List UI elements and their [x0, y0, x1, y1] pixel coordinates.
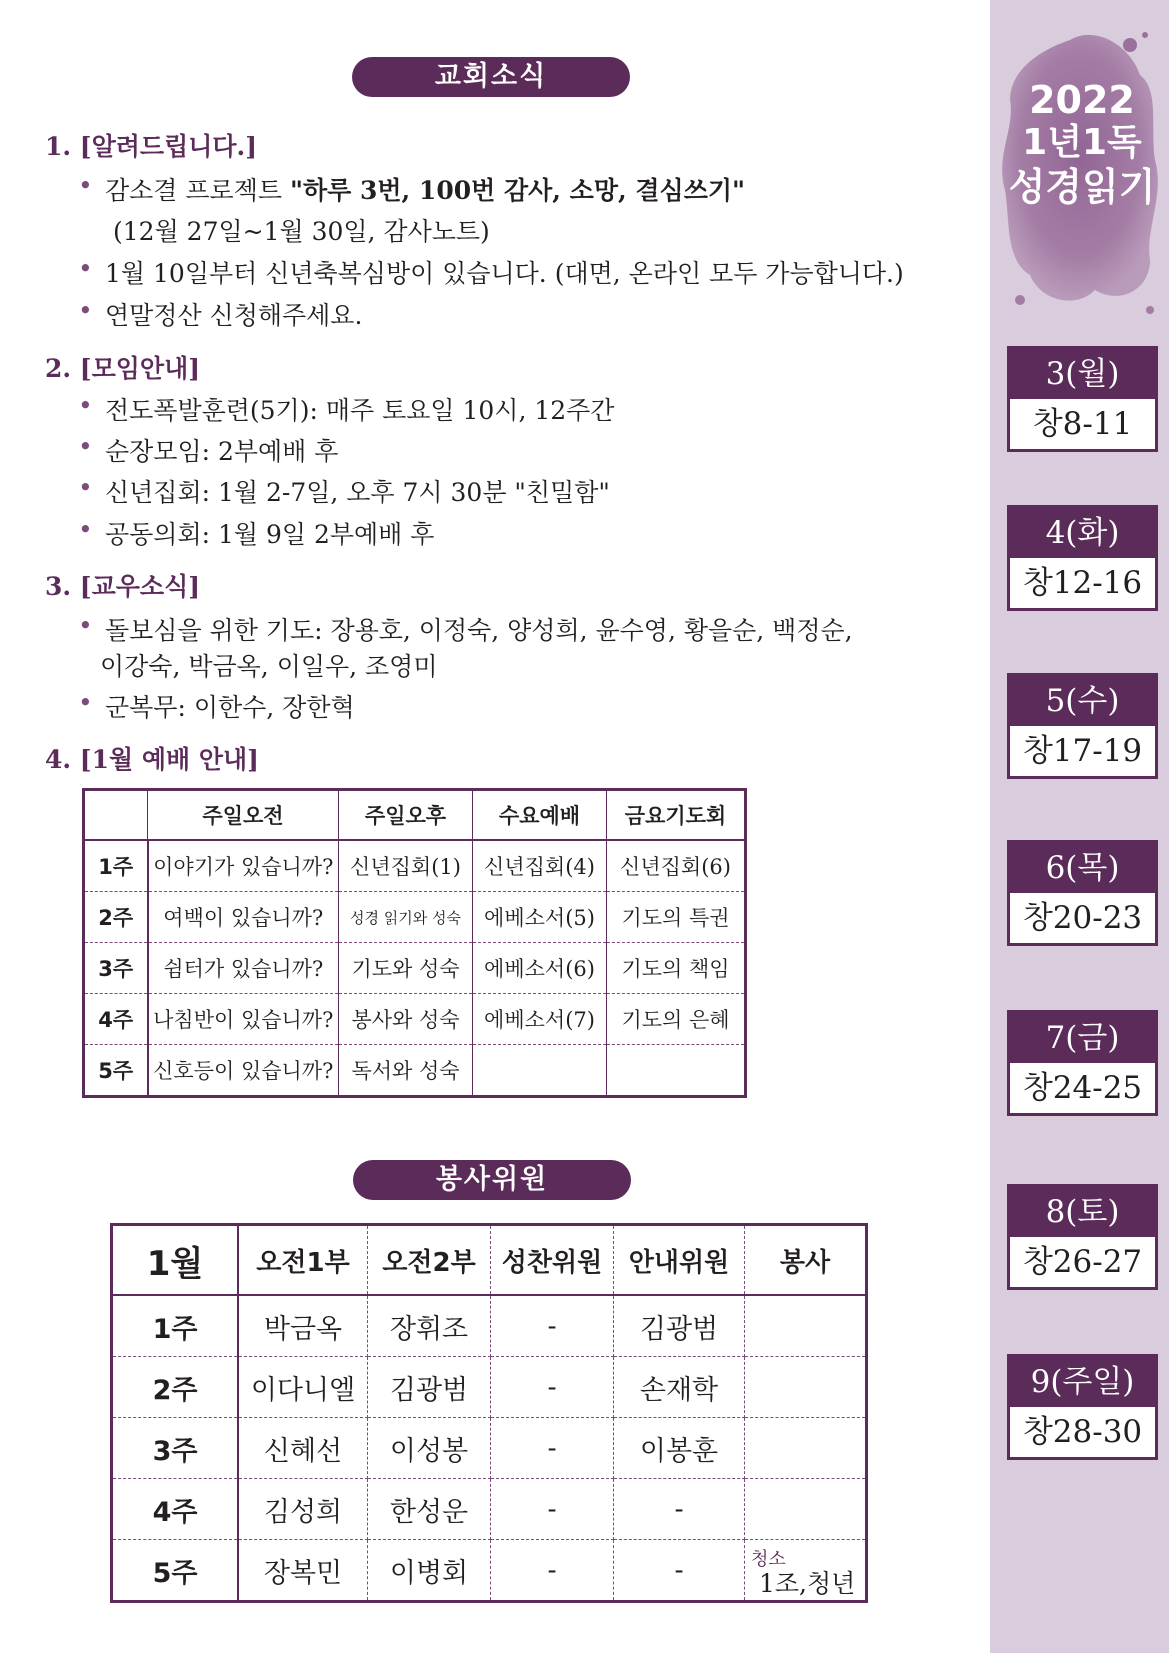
table-row — [112, 1295, 867, 1357]
reading-passage: 창20-23 — [1022, 900, 1143, 936]
table-cell: 여백이 있습니까? — [148, 892, 339, 943]
table-cell: 신호등이 있습니까? — [148, 1045, 339, 1097]
table-cell: 쉼터가 있습니까? — [148, 943, 339, 994]
header-cell: 주일오후 — [339, 790, 473, 841]
logo-line-3: 성경읽기 — [1008, 165, 1156, 209]
reading-day-card — [1007, 1184, 1158, 1290]
table-row — [84, 840, 746, 892]
bible-reading-logo — [1002, 78, 1162, 210]
table-cell: 성경 읽기와 성숙 — [339, 892, 473, 943]
cleaning-label: 청소 — [751, 1549, 786, 1570]
table-cell: 기도의 책임 — [607, 943, 746, 994]
bullet-item — [78, 296, 362, 332]
section-title-meetings: 2. [모임안내] — [45, 354, 201, 383]
table-row — [84, 892, 746, 943]
header-cell: 수요예배 — [473, 790, 607, 841]
table-cell: - — [491, 1357, 614, 1418]
table-cell: 기도의 은혜 — [607, 994, 746, 1045]
reading-passage: 창8-11 — [1032, 406, 1133, 442]
logo-year: 2022 — [1029, 78, 1135, 122]
table-cell — [745, 1295, 867, 1357]
reading-day: 3(월) — [1010, 349, 1155, 399]
reading-day: 4(화) — [1010, 508, 1155, 558]
bullet-text: 감소결 프로젝트 — [105, 176, 290, 205]
table-cell: 이성봉 — [368, 1418, 491, 1479]
header-cell: 오전1부 — [238, 1225, 368, 1296]
week-cell: 2주 — [112, 1357, 239, 1418]
table-cell: - — [491, 1295, 614, 1357]
bullet-text: 신년집회: 1월 2-7일, 오후 7시 30분 "친밀함" — [105, 478, 610, 507]
table-cell — [745, 1418, 867, 1479]
reading-passage: 창12-16 — [1022, 565, 1143, 601]
reading-day-card — [1007, 673, 1158, 779]
table-cell: 장휘조 — [368, 1295, 491, 1357]
table-cell: 신년집회(1) — [339, 840, 473, 892]
table-row — [112, 1357, 867, 1418]
week-cell: 3주 — [112, 1418, 239, 1479]
table-cell: 독서와 성숙 — [339, 1045, 473, 1097]
reading-day-card — [1007, 1010, 1158, 1116]
table-header-row — [84, 790, 746, 841]
table-row — [84, 943, 746, 994]
bullet-text: 돌보심을 위한 기도: 장용호, 이정숙, 양성희, 윤수영, 황을순, 백정순, — [105, 616, 853, 645]
table-row — [84, 994, 746, 1045]
table-cell: 김광범 — [368, 1357, 491, 1418]
church-news-heading: 교회소식 — [352, 57, 630, 97]
table-cell: - — [614, 1540, 745, 1602]
reading-day-card — [1007, 505, 1158, 611]
reading-day: 9(주일) — [1010, 1357, 1155, 1407]
bullet-text: 군복무: 이한수, 장한혁 — [105, 693, 355, 722]
reading-passage: 창24-25 — [1022, 1070, 1143, 1106]
table-cell: 봉사와 성숙 — [339, 994, 473, 1045]
table-cell: 신년집회(4) — [473, 840, 607, 892]
table-cell: 손재학 — [614, 1357, 745, 1418]
table-cell: 에베소서(5) — [473, 892, 607, 943]
week-cell: 1주 — [84, 840, 148, 892]
table-cell: - — [491, 1418, 614, 1479]
logo-line-2: 1년1독 — [1022, 122, 1142, 163]
table-cell: 나침반이 있습니까? — [148, 994, 339, 1045]
reading-passage: 창17-19 — [1022, 733, 1143, 769]
bullet-item — [78, 432, 338, 468]
table-cell: 기도와 성숙 — [339, 943, 473, 994]
service-committee-heading: 봉사위원 — [353, 1160, 631, 1200]
table-cell: 신혜선 — [238, 1418, 368, 1479]
table-row — [112, 1540, 867, 1602]
table-cell: 장복민 — [238, 1540, 368, 1602]
table-cell — [745, 1479, 867, 1540]
table-cell: - — [491, 1540, 614, 1602]
header-cell: 주일오전 — [148, 790, 339, 841]
table-cell: 김성희 — [238, 1479, 368, 1540]
week-cell: 4주 — [84, 994, 148, 1045]
week-cell: 4주 — [112, 1479, 239, 1540]
header-cell: 오전2부 — [368, 1225, 491, 1296]
reading-passage: 창26-27 — [1022, 1244, 1143, 1280]
bullet-continuation: 이강숙, 박금옥, 이일우, 조영미 — [100, 652, 438, 681]
table-cell — [473, 1045, 607, 1097]
table-cell: 이다니엘 — [238, 1357, 368, 1418]
section-title-member-news: 3. [교우소식] — [45, 572, 201, 601]
week-cell: 5주 — [84, 1045, 148, 1097]
reading-day: 7(금) — [1010, 1013, 1155, 1063]
bullet-text: 연말정산 신청해주세요. — [105, 301, 363, 330]
bullet-item — [78, 171, 745, 207]
bullet-item — [78, 688, 355, 724]
table-cell: 김광범 — [614, 1295, 745, 1357]
section-title-worship-guide: 4. [1월 예배 안내] — [45, 745, 260, 774]
reading-day: 6(목) — [1010, 843, 1155, 893]
table-cell: 이봉훈 — [614, 1418, 745, 1479]
reading-day: 5(수) — [1010, 676, 1155, 726]
week-cell: 3주 — [84, 943, 148, 994]
table-row — [112, 1418, 867, 1479]
table-cell: 한성운 — [368, 1479, 491, 1540]
bullet-item — [78, 611, 853, 647]
cleaning-cell — [745, 1540, 867, 1602]
bullet-item — [78, 473, 610, 509]
reading-passage: 창28-30 — [1022, 1414, 1143, 1450]
service-committee-table — [110, 1223, 868, 1603]
month-header: 1월 — [112, 1225, 239, 1296]
table-row — [112, 1479, 867, 1540]
table-cell: 에베소서(6) — [473, 943, 607, 994]
bullet-text: 전도폭발훈련(5기): 매주 토요일 10시, 12주간 — [105, 396, 615, 425]
table-cell: 기도의 특권 — [607, 892, 746, 943]
table-header-row — [112, 1225, 867, 1296]
table-cell: 에베소서(7) — [473, 994, 607, 1045]
header-cell: 안내위원 — [614, 1225, 745, 1296]
table-cell: 신년집회(6) — [607, 840, 746, 892]
week-cell: 5주 — [112, 1540, 239, 1602]
bullet-continuation: (12월 27일~1월 30일, 감사노트) — [113, 217, 490, 246]
table-cell — [607, 1045, 746, 1097]
table-cell — [745, 1357, 867, 1418]
reading-day-card — [1007, 346, 1158, 452]
table-cell: - — [491, 1479, 614, 1540]
table-cell: 이병회 — [368, 1540, 491, 1602]
table-cell: - — [614, 1479, 745, 1540]
table-row — [84, 1045, 746, 1097]
header-cell — [84, 790, 148, 841]
cleaning-value: 1조,청년 — [759, 1569, 856, 1598]
week-cell: 2주 — [84, 892, 148, 943]
bullet-text: 공동의회: 1월 9일 2부예배 후 — [105, 520, 435, 549]
bullet-emphasis: "하루 3번, 100번 감사, 소망, 결심쓰기" — [289, 176, 746, 205]
bullet-text: 1월 10일부터 신년축복심방이 있습니다. (대면, 온라인 모두 가능합니다.) — [105, 259, 904, 288]
header-cell: 성찬위원 — [491, 1225, 614, 1296]
reading-day-card — [1007, 840, 1158, 946]
header-cell: 금요기도회 — [607, 790, 746, 841]
reading-day-card — [1007, 1354, 1158, 1460]
section-title-announcements: 1. [알려드립니다.] — [45, 132, 258, 161]
table-cell: 이야기가 있습니까? — [148, 840, 339, 892]
bullet-item — [78, 391, 614, 427]
week-cell: 1주 — [112, 1295, 239, 1357]
bullet-item — [78, 254, 904, 290]
table-cell: 박금옥 — [238, 1295, 368, 1357]
reading-day: 8(토) — [1010, 1187, 1155, 1237]
bullet-item — [78, 515, 434, 551]
bullet-text: 순장모임: 2부예배 후 — [105, 437, 339, 466]
worship-schedule-table — [82, 788, 747, 1098]
header-cell: 봉사 — [745, 1225, 867, 1296]
